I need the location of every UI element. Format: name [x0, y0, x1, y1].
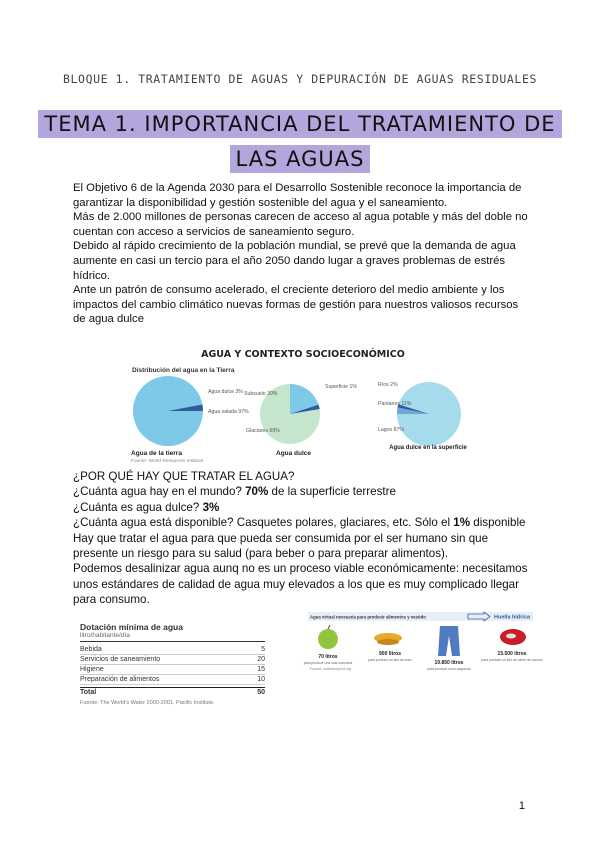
table-row — [80, 645, 265, 655]
corn-icon-shadow — [377, 639, 399, 645]
table-row — [80, 675, 265, 685]
why-treat-section — [73, 469, 533, 608]
row-value: 15 — [257, 666, 265, 673]
row-value: 20 — [257, 656, 265, 663]
item-amount: 900 litros — [379, 651, 401, 657]
item-desc: para producir un kilo de carne de vacuno — [481, 658, 543, 662]
minimum-water-table — [80, 622, 265, 707]
jeans-icon — [438, 626, 460, 656]
intro-text — [73, 181, 533, 327]
question-2 — [73, 500, 533, 515]
q3-text: ¿Cuánta agua está disponible? Casquetes polares, glaciares, etc. Sólo el — [73, 516, 454, 530]
pie2-label: Superficie 1% — [325, 384, 358, 390]
table-total-row — [80, 687, 265, 697]
item-amount: 70 litros — [318, 654, 338, 660]
pie2-label: Subsuelo 30% — [244, 391, 278, 397]
pie3-label: Pantanos 11% — [378, 401, 412, 407]
q2-text: ¿Cuánta es agua dulce? — [73, 500, 203, 514]
water-footprint-infographic — [303, 612, 543, 687]
meat-icon-fat — [506, 634, 516, 639]
q3-value: 1% — [453, 516, 471, 530]
table-row — [80, 655, 265, 665]
row-label: Bebida — [80, 646, 102, 653]
intro-paragraph: El Objetivo 6 de la Agenda 2030 para el Desarrollo Sostenible reconoce la importancia de garantizar la disponibilidad y gestión sostenible del agua y el saneamiento. — [73, 182, 522, 209]
pie2-caption: Agua dulce — [276, 450, 312, 457]
apple-icon — [318, 629, 338, 649]
pie1-caption: Agua de la tierra — [131, 450, 182, 457]
table-unit: litro/habitante/día — [80, 632, 265, 642]
row-label: Higiene — [80, 666, 104, 673]
section-paragraph: Podemos desalinizar agua aunq no es un proceso viable económicamente: necesitamos unos estándares de calidad de agua muy elevados a los que es muy complicado llegar para consumo. — [73, 562, 528, 607]
intro-paragraph: Ante un patrón de consumo acelerado, el creciente deterioro del medio ambiente y los impactos del cambio climático nuevas formas de gestión para nuestros valiosos recursos de agua dulce — [73, 284, 519, 326]
pie1-label: Agua dulce 3% — [208, 389, 243, 395]
row-label: Preparación de alimentos — [80, 676, 160, 683]
total-label: Total — [80, 689, 97, 696]
section-paragraph: Hay que tratar el agua para que pueda ser consumida por el ser humano sin que presente un riesgo para su salud (para beber o para preparar alimentos). — [73, 531, 489, 561]
infographic-subtitle: Distribución del agua en la Tierra — [132, 367, 235, 374]
page-number: 1 — [518, 800, 525, 812]
water-distribution-infographic — [128, 343, 478, 463]
intro-paragraph: Debido al rápido crecimiento de la población mundial, se prevé que la demanda de agua aumente en casi un tercio para el año 2050 dando lugar a graves problemas de estrés hídrico. — [73, 240, 516, 282]
item-amount: 10.850 litros — [434, 660, 464, 666]
pie1-label: Agua salada 97% — [208, 409, 249, 415]
total-value: 50 — [257, 689, 265, 696]
row-label: Servicios de saneamiento — [80, 656, 161, 663]
footprint-header-left: Agua virtual necesaria para producir alimentos y vestido — [310, 614, 426, 620]
section-heading: ¿POR QUÉ HAY QUE TRATAR EL AGUA? — [73, 470, 295, 483]
row-value: 10 — [257, 676, 265, 683]
title-line-2 — [0, 147, 600, 171]
pie2-label: Glaciares 69% — [246, 428, 280, 434]
intro-paragraph: Más de 2.000 millones de personas carecen de acceso al agua potable y más del doble no cuentan con acceso a servicios de saneamiento seguro. — [73, 211, 528, 238]
pie3-label: Ríos 2% — [378, 382, 398, 388]
q1-text: ¿Cuánta agua hay en el mundo? — [73, 485, 246, 499]
table-row — [80, 665, 265, 675]
item-desc: para producir unos vaqueros — [427, 667, 471, 671]
q3-text-post: disponible — [470, 516, 526, 530]
page-title-2: LAS AGUAS — [230, 145, 371, 173]
q1-text-post: de la superficie terrestre — [268, 485, 396, 499]
pie3-caption: Agua dulce en la superficie — [389, 445, 467, 451]
table-title: Dotación mínima de agua — [80, 622, 183, 632]
q1-value: 70% — [245, 485, 269, 499]
infographic-banner: AGUA Y CONTEXTO SOCIOECONÓMICO — [201, 349, 405, 360]
title-line-1 — [0, 112, 600, 136]
q2-value: 3% — [202, 500, 220, 514]
document-header: BLOQUE 1. TRATAMIENTO DE AGUAS Y DEPURACIÓN DE AGUAS RESIDUALES — [63, 72, 537, 86]
table-note: Fuente: The World's Water 2000-2001, Pacific Institute. — [80, 700, 215, 706]
question-3 — [73, 515, 533, 530]
apple-stem — [328, 625, 330, 629]
item-desc: para producir una sola manzana — [303, 661, 353, 665]
pie3-label: Lagos 87% — [378, 427, 404, 433]
question-1 — [73, 484, 533, 499]
footprint-source: Fuente: waterfootprint.org — [310, 667, 352, 671]
footprint-header-right: Huella hídrica — [494, 614, 531, 621]
item-desc: para producir un kilo de maíz — [368, 658, 412, 662]
page-title-1: TEMA 1. IMPORTANCIA DEL TRATAMIENTO DE — [38, 110, 561, 138]
infographic-source: Fuente: World Resources Institute — [131, 459, 204, 464]
row-value: 5 — [261, 646, 265, 653]
item-amount: 15.500 litros — [497, 651, 527, 657]
